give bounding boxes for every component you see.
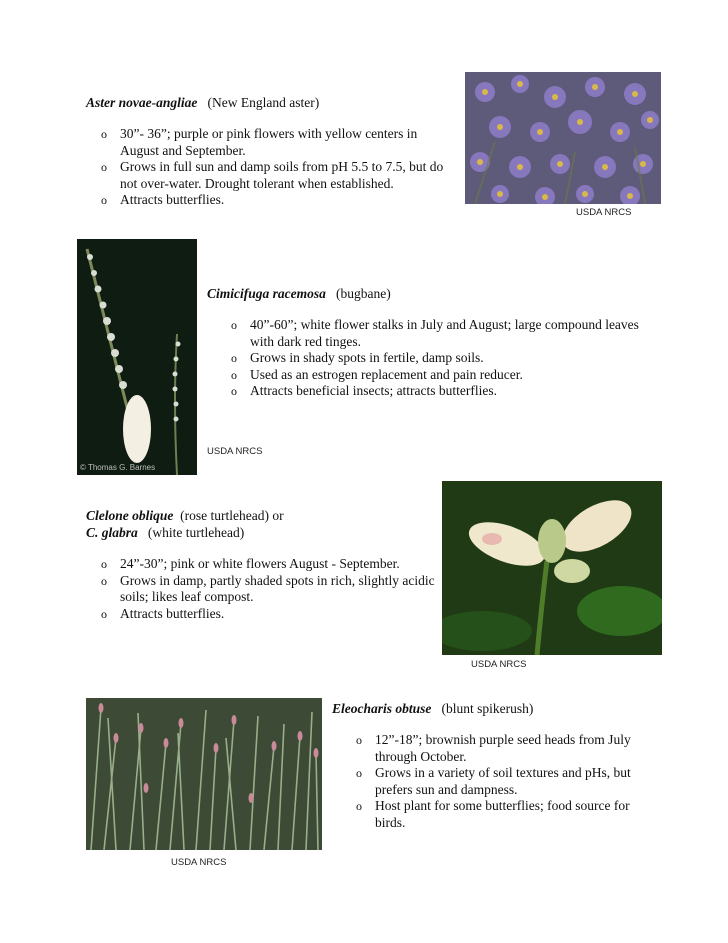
eleocharis-photo-credit: USDA NRCS <box>171 857 227 868</box>
list-item: o Attracts butterflies. <box>98 192 458 209</box>
chelone-bullet-list <box>86 556 446 622</box>
list-item: o Attracts beneficial insects; attracts butterflies. <box>228 383 642 400</box>
chelone-photo-credit: USDA NRCS <box>471 659 527 670</box>
cimicifuga-photo-credit: USDA NRCS <box>207 446 263 457</box>
list-item: o 12”-18”; brownish purple seed heads from July through October. <box>353 732 632 765</box>
aster-text <box>86 94 458 209</box>
chelone-common-name: (rose turtlehead) or <box>180 508 284 523</box>
list-item: o Used as an estrogen replacement and pain reducer. <box>228 367 642 384</box>
cimicifuga-heading <box>207 285 642 302</box>
chelone-text <box>86 507 446 622</box>
chelone-photo <box>442 481 662 655</box>
eleocharis-heading <box>332 700 632 717</box>
list-item: o Grows in damp, partly shaded spots in rich, slightly acidic soils; likes leaf compost. <box>98 573 446 606</box>
aster-latin-name: Aster novae-angliae <box>86 95 198 110</box>
aster-heading <box>86 94 458 111</box>
cimicifuga-common-name: (bugbane) <box>336 286 391 301</box>
chelone-latin-name-2: C. glabra <box>86 525 138 540</box>
list-item: o Host plant for some butterflies; food source for birds. <box>353 798 632 831</box>
eleocharis-common-name: (blunt spikerush) <box>441 701 534 716</box>
aster-bullet-list <box>86 126 458 209</box>
eleocharis-bullet-list <box>332 732 632 831</box>
list-item: o Grows in shady spots in fertile, damp soils. <box>228 350 642 367</box>
cimicifuga-bullet-list <box>207 317 642 400</box>
chelone-common-name-2: (white turtlehead) <box>147 525 245 540</box>
cimicifuga-latin-name: Cimicifuga racemosa <box>207 286 326 301</box>
chelone-heading-2 <box>86 524 446 541</box>
cimicifuga-photo <box>77 239 197 475</box>
chelone-heading-1 <box>86 507 446 524</box>
list-item: o Attracts butterflies. <box>98 606 446 623</box>
eleocharis-text <box>332 700 632 831</box>
list-item: o 30”- 36”; purple or pink flowers with yellow centers in August and September. <box>98 126 458 159</box>
eleocharis-latin-name: Eleocharis obtuse <box>332 701 432 716</box>
aster-photo <box>465 72 661 204</box>
aster-common-name: (New England aster) <box>207 95 320 110</box>
list-item: o Grows in full sun and damp soils from pH 5.5 to 7.5, but do not over-water. Drought tolerant when established. <box>98 159 458 192</box>
list-item: o 40”-60”; white flower stalks in July and August; large compound leaves with dark red tinges. <box>228 317 642 350</box>
chelone-latin-name: Clelone oblique <box>86 508 174 523</box>
eleocharis-photo <box>86 698 322 850</box>
cimicifuga-photo-watermark: © Thomas G. Barnes <box>80 463 156 472</box>
list-item: o Grows in a variety of soil textures and pHs, but prefers sun and dampness. <box>353 765 632 798</box>
aster-photo-credit: USDA NRCS <box>576 207 632 218</box>
cimicifuga-text <box>207 285 642 400</box>
list-item: o 24”-30”; pink or white flowers August - September. <box>98 556 446 573</box>
